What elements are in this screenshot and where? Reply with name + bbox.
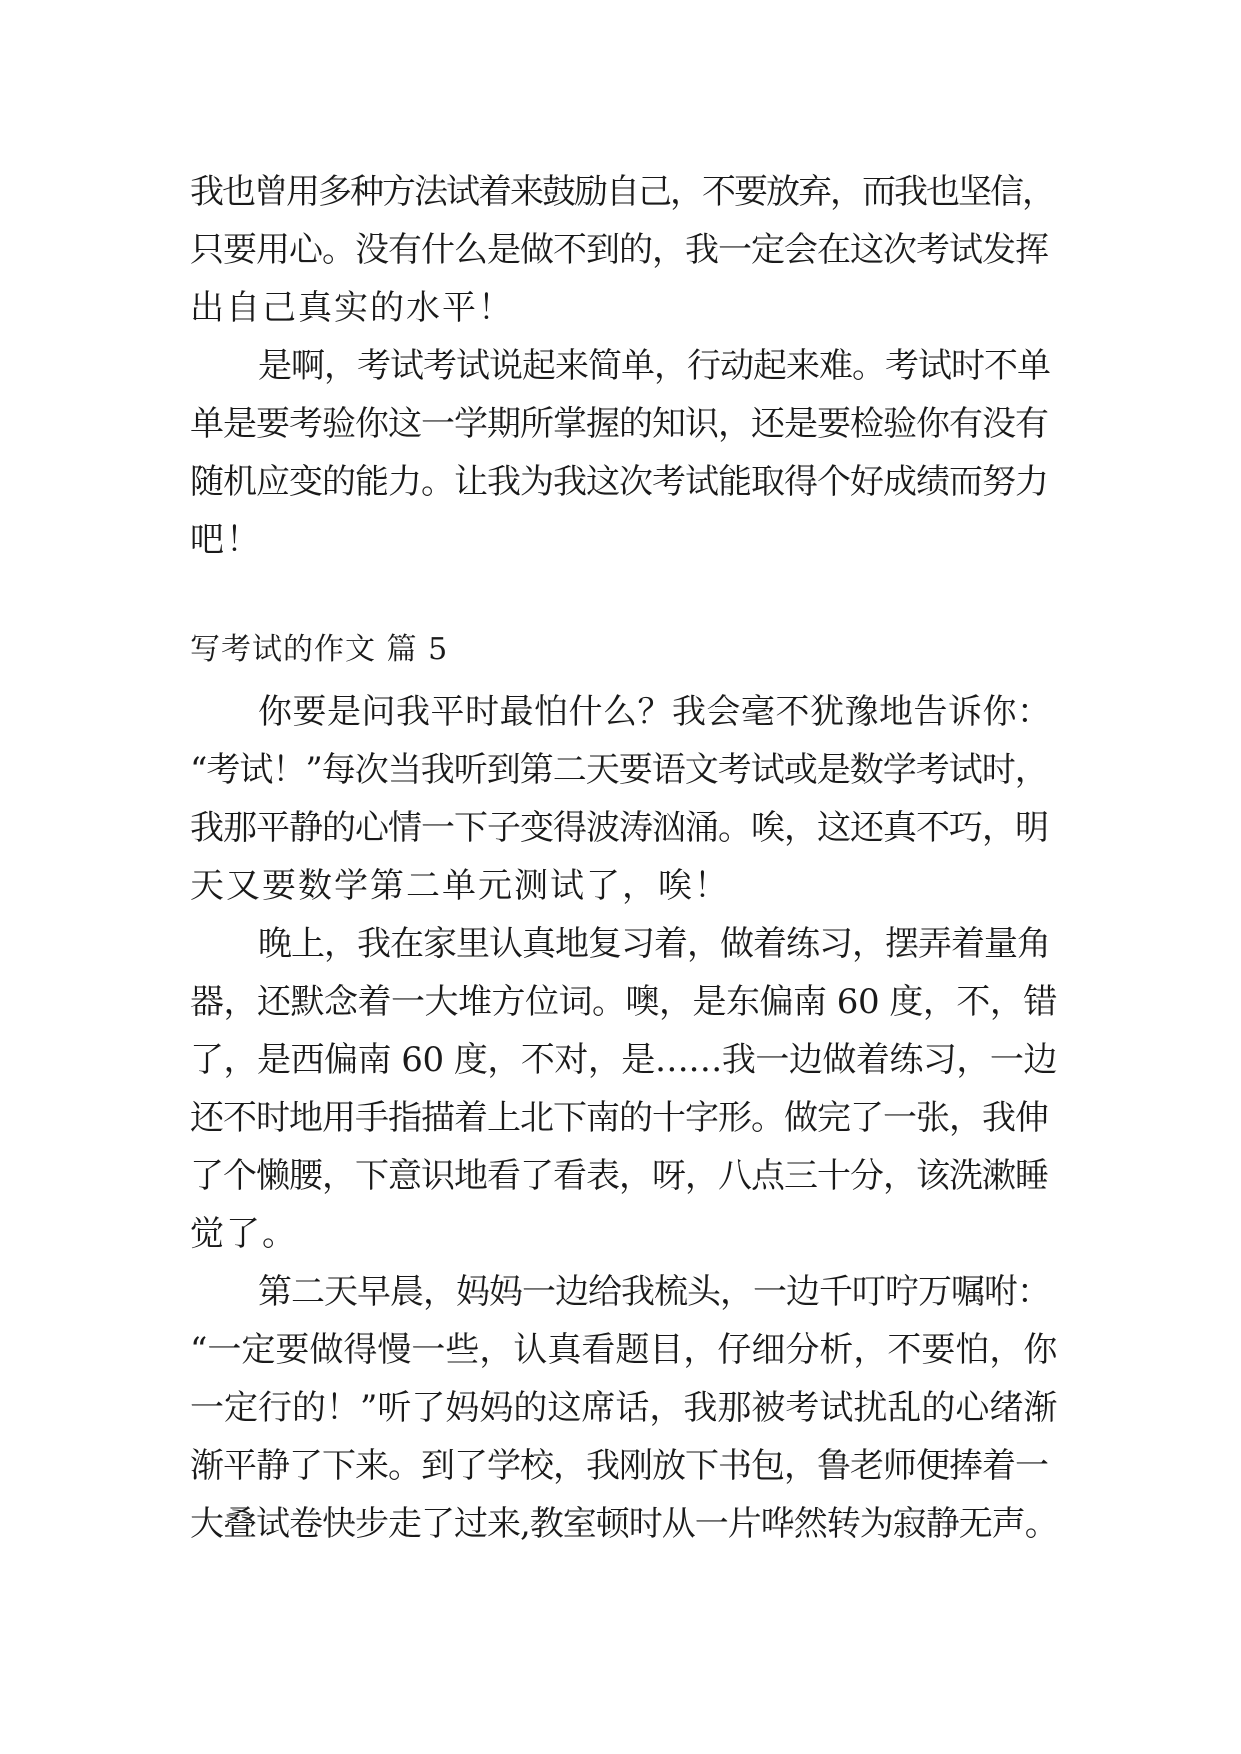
paragraph-line: 晚上，我在家里认真地复习着，做着练习，摆弄着量角	[258, 924, 1050, 964]
paragraph-line: 第二天早晨，妈妈一边给我梳头，一边千叮咛万嘱咐：	[258, 1272, 1050, 1312]
paragraph-line: 吧！	[190, 520, 262, 560]
paragraph-line: 只要用心。没有什么是做不到的，我一定会在这次考试发挥	[190, 230, 1048, 270]
paragraph-line: 单是要考验你这一学期所掌握的知识，还是要检验你有没有	[190, 404, 1048, 444]
paragraph-line: 觉了。	[190, 1214, 298, 1254]
paragraph-line: 我那平静的心情一下子变得波涛汹涌。唉，这还真不巧，明	[190, 808, 1048, 848]
paragraph-line: 了，是西偏南 60 度，不对，是……我一边做着练习，一边	[190, 1040, 1057, 1080]
paragraph-line: “一定要做得慢一些，认真看题目，仔细分析，不要怕，你	[190, 1330, 1058, 1370]
paragraph-line: 你要是问我平时最怕什么？我会毫不犹豫地告诉你：	[258, 692, 1052, 732]
paragraph-line: 大叠试卷快步走了过来,教室顿时从一片哗然转为寂静无声。	[190, 1504, 1058, 1544]
paragraph-line: 器，还默念着一大堆方位词。噢，是东偏南 60 度，不，错	[190, 982, 1057, 1022]
paragraph-line: 是啊，考试考试说起来简单，行动起来难。考试时不单	[258, 346, 1050, 386]
section-heading: 写考试的作文 篇 5	[190, 632, 449, 667]
paragraph-line: 天又要数学第二单元测试了，唉！	[190, 866, 730, 906]
paragraph-line: 我也曾用多种方法试着来鼓励自己，不要放弃，而我也坚信，	[190, 172, 1054, 212]
paragraph-line: 随机应变的能力。让我为我这次考试能取得个好成绩而努力	[190, 462, 1048, 502]
paragraph-line: 还不时地用手指描着上北下南的十字形。做完了一张，我伸	[190, 1098, 1048, 1138]
paragraph-line: “考试！”每次当我听到第二天要语文考试或是数学考试时，	[190, 750, 1048, 790]
paragraph-line: 出自己真实的水平！	[190, 288, 514, 328]
paragraph-line: 渐平静了下来。到了学校，我刚放下书包，鲁老师便捧着一	[190, 1446, 1048, 1486]
paragraph-line: 了个懒腰，下意识地看了看表，呀，八点三十分，该洗漱睡	[190, 1156, 1048, 1196]
paragraph-line: 一定行的！”听了妈妈的这席话，我那被考试扰乱的心绪渐	[190, 1388, 1058, 1428]
